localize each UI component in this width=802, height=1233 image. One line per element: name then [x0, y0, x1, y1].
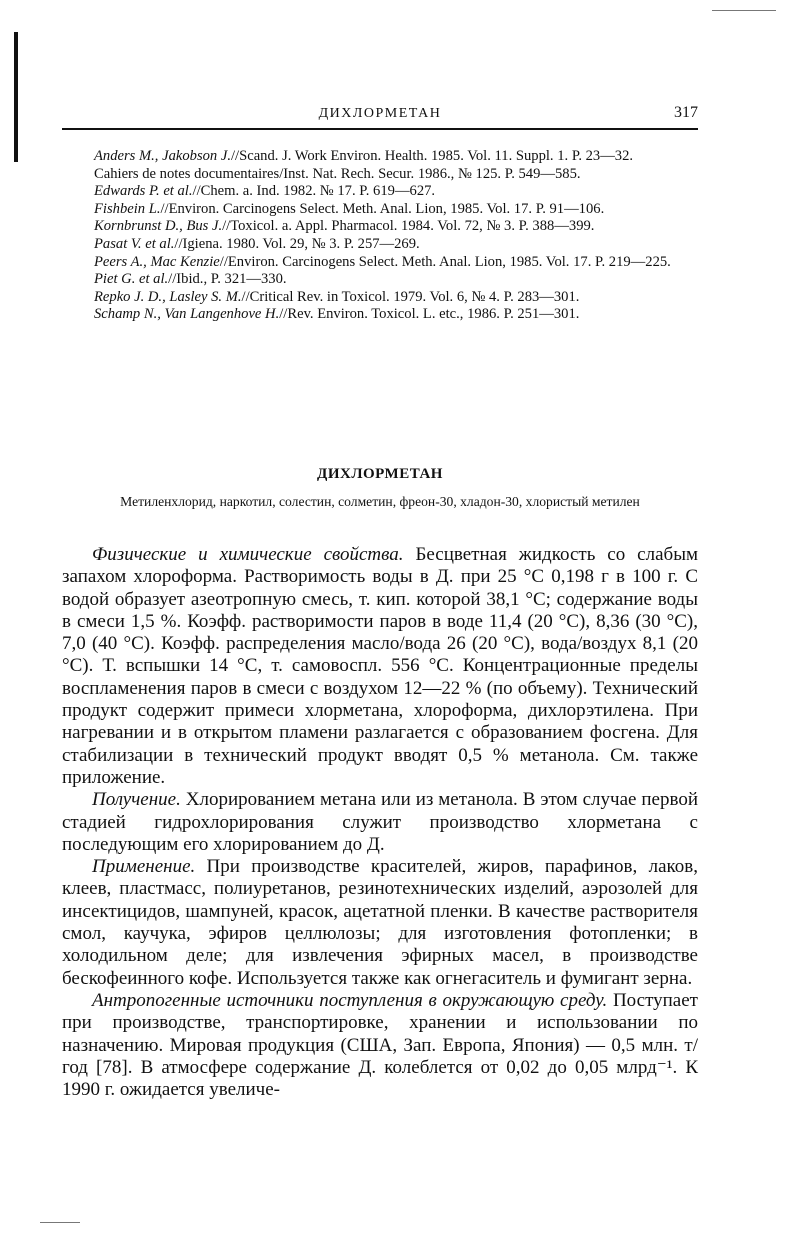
scan-edge-mark: [712, 10, 776, 11]
reference-authors: Fishbein L.: [94, 200, 161, 217]
reference-item: [62, 201, 698, 219]
reference-item: [62, 218, 698, 236]
reference-authors: Pasat V. et al.: [94, 235, 175, 252]
reference-authors: Piet G. et al.: [94, 271, 169, 288]
paragraph-lead: Антропогенные источники поступления в окружающую среду.: [92, 989, 608, 1011]
paragraph-text: Хлорированием метана или из метанола. В этом случае первой стадией гидрохлорирования служит производство хлорметана с последующим его хлорированием до Д.: [62, 789, 698, 855]
paragraph-text: Поступает при производстве, транспортировке, хранении и использовании по назначению. Мировая продукция (США, Зап. Европа, Япония) — 0,5 млн. т/год [78]. В атмосфере содержание Д. колеблется от 0,02 до 0,05 млрд⁻¹. К 1990 г. ожидается увеличе-: [62, 989, 698, 1101]
paragraph-lead: Получение.: [92, 789, 181, 811]
page-header: [62, 102, 698, 126]
reference-source: //Critical Rev. in Toxicol. 1979. Vol. 6, № 4. P. 283—301.: [241, 288, 580, 305]
paragraph-properties: [62, 544, 698, 789]
reference-source: //Toxicol. a. Appl. Pharmacol. 1984. Vol. 72, № 3. P. 388—399.: [222, 218, 595, 235]
reference-item: [62, 306, 698, 324]
synonyms-line: Метиленхлорид, наркотил, солестин, солметин, фреон-30, хладон-30, хлористый метилен: [120, 494, 640, 509]
reference-source: //Rev. Environ. Toxicol. L. etc., 1986. P. 251—301.: [279, 306, 580, 323]
reference-item: [62, 236, 698, 254]
reference-authors: Peers A., Mac Kenzie: [94, 253, 220, 270]
section-title: ДИХЛОРМЕТАН: [317, 466, 443, 482]
paragraph-production: [62, 789, 698, 856]
reference-item: [62, 271, 698, 289]
page-number: 317: [674, 104, 698, 121]
reference-authors: Kornbrunst D., Bus J.: [94, 218, 223, 235]
paragraph-lead: Применение.: [92, 856, 196, 878]
paragraph-text: Бесцветная жидкость со слабым запахом хлороформа. Растворимость воды в Д. при 25 °С 0,198 г в 100 г. С водой образует азеотропную смесь, т. кип. которой 38,1 °С; содержание воды в смеси 1,5 %. Коэфф. растворимости паров в воде 11,4 (20 °С), 8,36 (30 °С), 7,0 (40 °С). Коэфф. распределения масло/вода 26 (20 °С), вода/воздух 8,1 (20 °С). Т. вспышки 14 °С, т. самовоспл. 556 °С. Концентрационные пределы воспламенения паров в смеси с воздухом 12—22 % (по объему). Технический продукт содержит примеси хлорметана, хлороформа, дихлорэтилена. При нагревании и в открытом пламени разлагается с образованием фосгена. Для стабилизации в технический продукт вводят 0,5 % метанола. См. также приложение.: [62, 544, 698, 788]
reference-source: //Environ. Carcinogens Select. Meth. Anal. Lion, 1985. Vol. 17. P. 91—106.: [160, 200, 605, 217]
article-body: [62, 544, 698, 1101]
reference-source: //Environ. Carcinogens Select. Meth. Anal. Lion, 1985. Vol. 17. P. 219—225.: [219, 253, 671, 270]
paragraph-lead: Физические и химические свойства.: [92, 544, 404, 565]
paragraph-sources: [62, 990, 698, 1101]
scan-edge-mark: [14, 32, 18, 162]
reference-item: [62, 166, 698, 184]
reference-item: [62, 254, 698, 272]
reference-authors: Repko J. D., Lasley S. M.: [94, 288, 242, 305]
reference-source: //Igiena. 1980. Vol. 29, № 3. P. 257—269.: [174, 235, 420, 252]
reference-authors: Edwards P. et al.: [94, 183, 193, 200]
header-rule: [62, 128, 698, 130]
reference-item: [62, 183, 698, 201]
scan-edge-mark: [40, 1222, 80, 1223]
reference-source: //Scand. J. Work Environ. Health. 1985. Vol. 11. Suppl. 1. P. 23—32.: [231, 148, 634, 164]
reference-item: [62, 289, 698, 307]
paragraph-text: При производстве красителей, жиров, парафинов, лаков, клеев, пластмасс, полиуретанов, резинотехнических изделий, аэрозолей для инсектицидов, шампуней, красок, ацетатной пленки. В качестве растворителя смол, каучука, эфиров целлюлозы; для изготовления фотопленки; в холодильном деле; для извлечения эфирных масел, в производстве бескофеинного кофе. Используется также как огнегаситель и фумигант зерна.: [62, 856, 698, 989]
reference-source: Cahiers de notes documentaires/Inst. Nat. Rech. Secur. 1986., № 125. P. 549—585.: [94, 165, 581, 182]
reference-authors: Anders M., Jakobson J.: [94, 148, 231, 164]
running-title: ДИХЛОРМЕТАН: [318, 106, 442, 121]
reference-source: //Chem. a. Ind. 1982. № 17. P. 619—627.: [192, 183, 436, 200]
reference-authors: Schamp N., Van Langenhove H.: [94, 306, 280, 323]
reference-source: //Ibid., P. 321—330.: [168, 271, 287, 288]
paragraph-application: [62, 856, 698, 990]
reference-item: [62, 148, 698, 166]
reference-list: [62, 148, 698, 324]
